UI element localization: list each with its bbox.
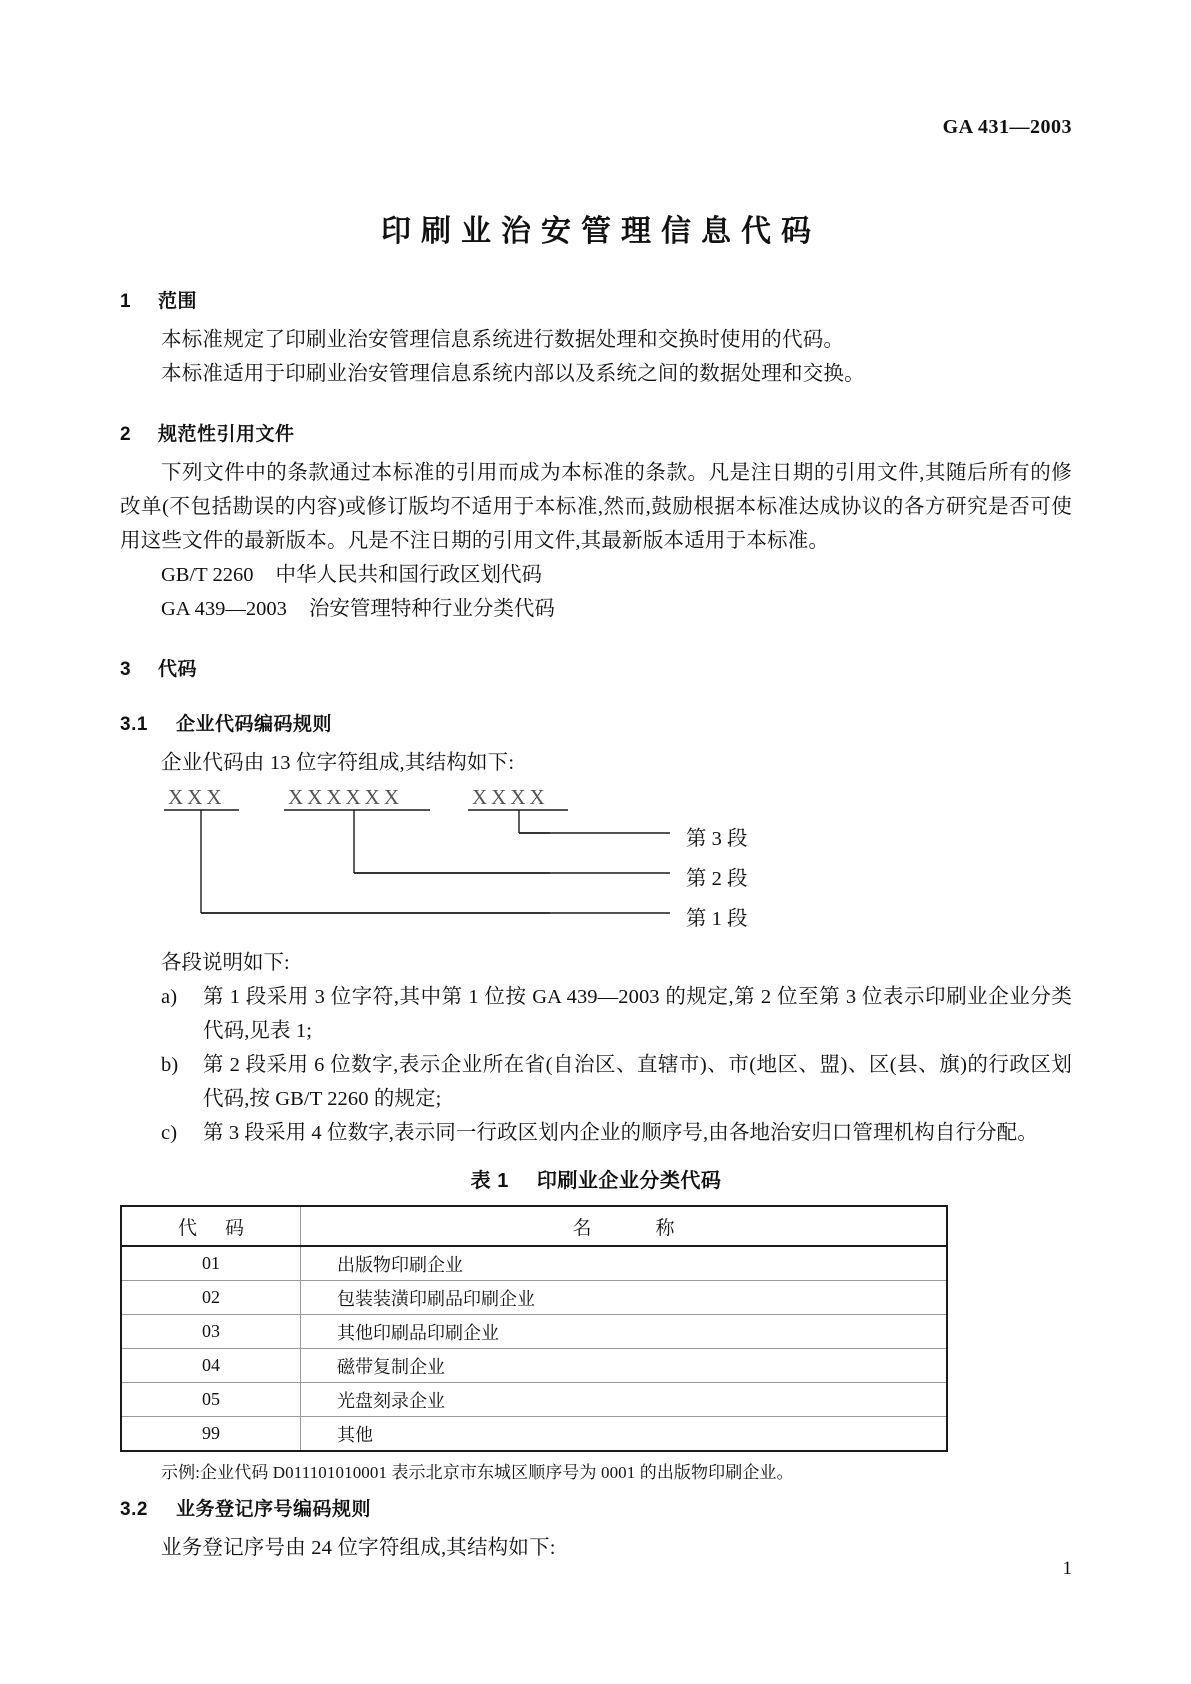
page-number: 1: [1062, 1558, 1072, 1579]
table-row: [121, 1281, 947, 1315]
section-number-1: 1: [120, 291, 132, 312]
list-item-marker: b): [161, 1054, 179, 1076]
table-cell-name: 其他印刷品印刷企业: [301, 1315, 948, 1349]
section-heading-3-1: [120, 709, 1072, 736]
section-title-2: 规范性引用文件: [158, 424, 295, 445]
segment-explanation-list: [120, 980, 1072, 1150]
section-number-3-1: 3.1: [120, 714, 148, 735]
diagram-group-1-placeholder: XXX: [168, 785, 226, 809]
table-cell-name: 其他: [301, 1417, 948, 1452]
enterprise-code-structure-diagram: [120, 780, 1072, 946]
table-cell-code: 03: [121, 1315, 301, 1349]
column-header-code-char-1: 代: [177, 1217, 197, 1239]
section-1-paragraph-1: 本标准规定了印刷业治安管理信息系统进行数据处理和交换时使用的代码。: [161, 329, 845, 351]
page-footer: [120, 1556, 1072, 1580]
column-header-name-char-1: 名: [572, 1217, 592, 1239]
list-item: [120, 1048, 1072, 1116]
table-cell-code: 05: [121, 1383, 301, 1417]
section-title-3: 代码: [158, 659, 198, 680]
section-heading-2: [120, 419, 1072, 446]
reference-1-title: 中华人民共和国行政区划代码: [275, 564, 542, 586]
table-1-caption-title: 印刷业企业分类代码: [536, 1170, 722, 1192]
section-heading-3-2: [120, 1494, 1072, 1521]
section-number-2: 2: [120, 424, 132, 445]
section-title-3-1: 企业代码编码规则: [176, 714, 333, 735]
table-cell-name: 光盘刻录企业: [301, 1383, 948, 1417]
section-heading-3: [120, 654, 1072, 681]
section-title-3-2: 业务登记序号编码规则: [176, 1499, 372, 1520]
standard-number-header: GA 431—2003: [942, 116, 1072, 138]
list-item-text: 第 3 段采用 4 位数字,表示同一行政区划内企业的顺序号,由各地治安归口管理机构自行分配。: [203, 1122, 1038, 1144]
list-item-marker: c): [161, 1122, 178, 1144]
table-row: [121, 1315, 947, 1349]
table-row: [121, 1417, 947, 1452]
section-number-3: 3: [120, 659, 132, 680]
table-1-example-note: 示例:企业代码 D011101010001 表示北京市东城区顺序号为 0001 的出版物印刷企业。: [161, 1463, 794, 1482]
segment-explanation-lead: 各段说明如下:: [161, 952, 290, 974]
normative-reference-2: [120, 592, 1072, 626]
reference-2-title: 治安管理特种行业分类代码: [308, 598, 555, 620]
reference-1-code: GB/T 2260: [161, 564, 254, 586]
enterprise-classification-code-table: [120, 1205, 948, 1452]
section-heading-1: [120, 286, 1072, 313]
section-number-3-2: 3.2: [120, 1499, 148, 1520]
list-item-marker: a): [161, 986, 178, 1008]
table-cell-name: 磁带复制企业: [301, 1349, 948, 1383]
list-item: [120, 980, 1072, 1048]
table-row: [121, 1349, 947, 1383]
diagram-label-segment-1: 第 1 段: [686, 908, 748, 930]
structure-diagram-svg: [120, 780, 1072, 946]
list-item-text: 第 2 段采用 6 位数字,表示企业所在省(自治区、直辖市)、市(地区、盟)、区(县、旗)的行政区划代码,按 GB/T 2260 的规定;: [203, 1054, 1072, 1110]
section-2-paragraph-1: 下列文件中的条款通过本标准的引用而成为本标准的条款。凡是注日期的引用文件,其随后所有的修改单(不包括勘误的内容)或修订版均不适用于本标准,然而,鼓励根据本标准达成协议的各方研究是否可使用这些文件的最新版本。凡是不注日期的引用文件,其最新版本适用于本标准。: [120, 462, 1072, 552]
diagram-label-segment-3: 第 3 段: [686, 828, 748, 850]
table-cell-code: 04: [121, 1349, 301, 1383]
column-header-code: [121, 1206, 301, 1246]
table-row: [121, 1383, 947, 1417]
section-3-2-intro: 业务登记序号由 24 位字符组成,其结构如下:: [161, 1537, 556, 1559]
diagram-group-3-placeholder: XXXX: [472, 785, 549, 809]
table-row: [121, 1246, 947, 1281]
table-cell-name: 出版物印刷企业: [301, 1246, 948, 1281]
list-item: [120, 1116, 1072, 1150]
list-item-text: 第 1 段采用 3 位字符,其中第 1 位按 GA 439—2003 的规定,第 2 位至第 3 位表示印刷业企业分类代码,见表 1;: [203, 986, 1072, 1042]
document-body: [120, 286, 1072, 1565]
table-cell-code: 01: [121, 1246, 301, 1281]
table-1-caption: [120, 1164, 1072, 1193]
section-1-paragraph-2: 本标准适用于印刷业治安管理信息系统内部以及系统之间的数据处理和交换。: [161, 363, 865, 385]
section-title-1: 范围: [158, 291, 198, 312]
table-cell-name: 包装装潢印刷品印刷企业: [301, 1281, 948, 1315]
table-1-caption-label: 表 1: [470, 1170, 509, 1192]
table-cell-code: 99: [121, 1417, 301, 1452]
table-cell-code: 02: [121, 1281, 301, 1315]
section-3-1-intro: 企业代码由 13 位字符组成,其结构如下:: [161, 752, 515, 774]
normative-reference-1: [120, 558, 1072, 592]
reference-2-code: GA 439—2003: [161, 598, 287, 620]
column-header-name: [301, 1206, 948, 1246]
column-header-code-char-2: 码: [225, 1217, 245, 1239]
table-header-row: [121, 1206, 947, 1246]
diagram-label-segment-2: 第 2 段: [686, 868, 748, 890]
page-title: 印刷业治安管理信息代码: [381, 215, 821, 248]
column-header-name-char-2: 称: [655, 1217, 675, 1239]
diagram-group-2-placeholder: XXXXXX: [288, 785, 403, 809]
